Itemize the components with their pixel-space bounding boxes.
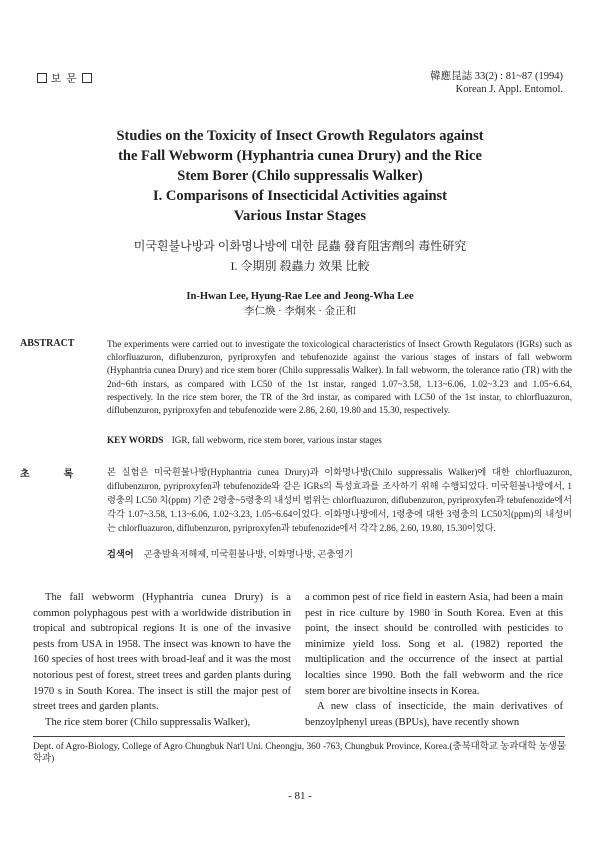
- page-number: - 81 -: [288, 790, 312, 802]
- korean-keywords-text: 곤충발육저해제, 미국흰불나방, 이화명나방, 곤충영기: [143, 549, 353, 559]
- authors: [30, 289, 570, 319]
- korean-keywords: [107, 546, 353, 560]
- journal-english: Korean J. Appl. Entomol.: [455, 84, 563, 95]
- footnote-divider: [33, 736, 565, 737]
- abstract-text: The experiments were carried out to investigate the toxicological characteristics of Insect Growth Regulators (IGRs) such as chlorfluazuron, diflubenzuron, pyriproxyfen and tebufenozide against the various stages of instars of fall webworm (Hyphantria cunea Drury) and rice stem borer (Chilo suppressalis Walker). In fall webworm, the tolerance ratio (TR) with the 2nd~6th instars, as compared with LC50 of the 1st instar, ranged 1.07~3.58, 1.13~6.06, 1.02~3.23 and 1.05~6.64, respectively. In the rice stem borer, the TR of the 3rd instar, as compared with LC50 of the 1st instar, to chlorfluazuron, diflubenzuron, pyriproxyfen and tebufenozide were 2.86, 2.60, 19.80 and 15.30, respectively.: [107, 339, 572, 416]
- korean-abstract-text: 본 실험은 미국흰불나방(Hyphantria cunea Drury)과 이화명나방(Chilo suppressalis Walker)에 대한 chlorfluazuron, diflubenzuron, pyriproxyfen과 tebufenozide와 같은 IGRs의 특성효과를 조사하기 위해 수행되었다. 미국흰불나방에서, 1령충의 LC50 치(ppm) 기준 2령충~5령충의 내성비 범위는 chlorfluazuron, diflubenzuron, pyriproxyfen과 tebufenozide에서 각각 1.07~3.58, 1.13~6.06, 1.02~3.23, 1.05~6.64이었다. 이화명나방에서, 1령충에 대한 3령충의 LC50치(ppm)의 내성비는 chlorfluazuron, diflubenzuron, pyriproxyfen과 tebufenozide에서 각각 2.86, 2.60, 19.80, 15.30이었다.: [107, 467, 572, 533]
- checkbox-icon: [82, 73, 92, 83]
- korean-title-line: I. 令期別 殺蟲力 效果 比較: [230, 259, 370, 273]
- authors-korean: 李仁煥 · 李炯來 · 金正和: [244, 306, 356, 317]
- body-paragraph: The fall webworm (Hyphantria cunea Drury) is a common polyphagous pest with a worldwide distribution in tropical and subtropical regions It is one of the invasive pests from USA in 1958. The insect was known to have the 160 species of host trees with broad-leaf and it was the most notorious pest of forest, street trees and garden plants during 1970 s in South Korea. The insect is still the major pest of street trees and garden plants.: [33, 592, 291, 713]
- title-line: the Fall Webworm (Hyphantria cunea Drury) and the Rice: [118, 148, 482, 164]
- authors-english: In-Hwan Lee, Hyung-Rae Lee and Jeong-Wha Lee: [186, 291, 414, 302]
- affiliation-footnote: Dept. of Agro-Biology, College of Agro Chungbuk Nat'l Uni. Cheongju, 360 -763, Chungbuk Province, Korea.(충북대학교 농과대학 농생물학과): [33, 742, 566, 764]
- korean-title: [30, 236, 570, 276]
- abstract-label: ABSTRACT: [20, 338, 75, 349]
- keywords-text: IGR, fall webworm, rice stem borer, various instar stages: [171, 435, 382, 445]
- korean-title-line: 미국흰불나방과 이화명나방에 대한 昆蟲 發育阻害劑의 毒性硏究: [133, 239, 467, 253]
- article-type-label: 보 문: [37, 70, 92, 86]
- body-paragraph: a common pest of rice field in eastern Asia, had been a main pest in rice culture by 1980 in South Korea. Even at this point, the insect should be controlled with pesticides to minimize yield loss. Song et al. (1982) reported the multiplication and the occurrence of the insect at partial localties since 1990. Both the fall webworm and the rice stem borer are bivoltine insects in Korea.: [305, 592, 563, 697]
- keywords-label: KEY WORDS: [107, 435, 164, 445]
- title-line: Various Instar Stages: [233, 208, 367, 224]
- title-line: Studies on the Toxicity of Insect Growth Regulators against: [116, 128, 484, 144]
- checkbox-icon: [37, 73, 47, 83]
- body-column-right: [305, 590, 563, 730]
- body-column-left: [33, 590, 291, 730]
- korean-keywords-label: 검색어: [107, 549, 134, 559]
- body-paragraph: The rice stem borer (Chilo suppressalis Walker),: [45, 716, 251, 728]
- korean-abstract-label: 초록: [20, 469, 108, 480]
- journal-korean: 韓應昆誌 33(2) : 81~87 (1994): [430, 71, 563, 82]
- keywords: [107, 435, 572, 445]
- body-paragraph: A new class of insecticide, the main derivatives of benzoylphenyl ureas (BPUs), have recently shown: [305, 701, 563, 728]
- title-line: I. Comparisons of Insecticidal Activities against: [152, 188, 448, 204]
- title-line: Stem Borer (Chilo suppressalis Walker): [177, 168, 423, 184]
- journal-citation: [430, 70, 563, 96]
- paper-title: [30, 126, 570, 226]
